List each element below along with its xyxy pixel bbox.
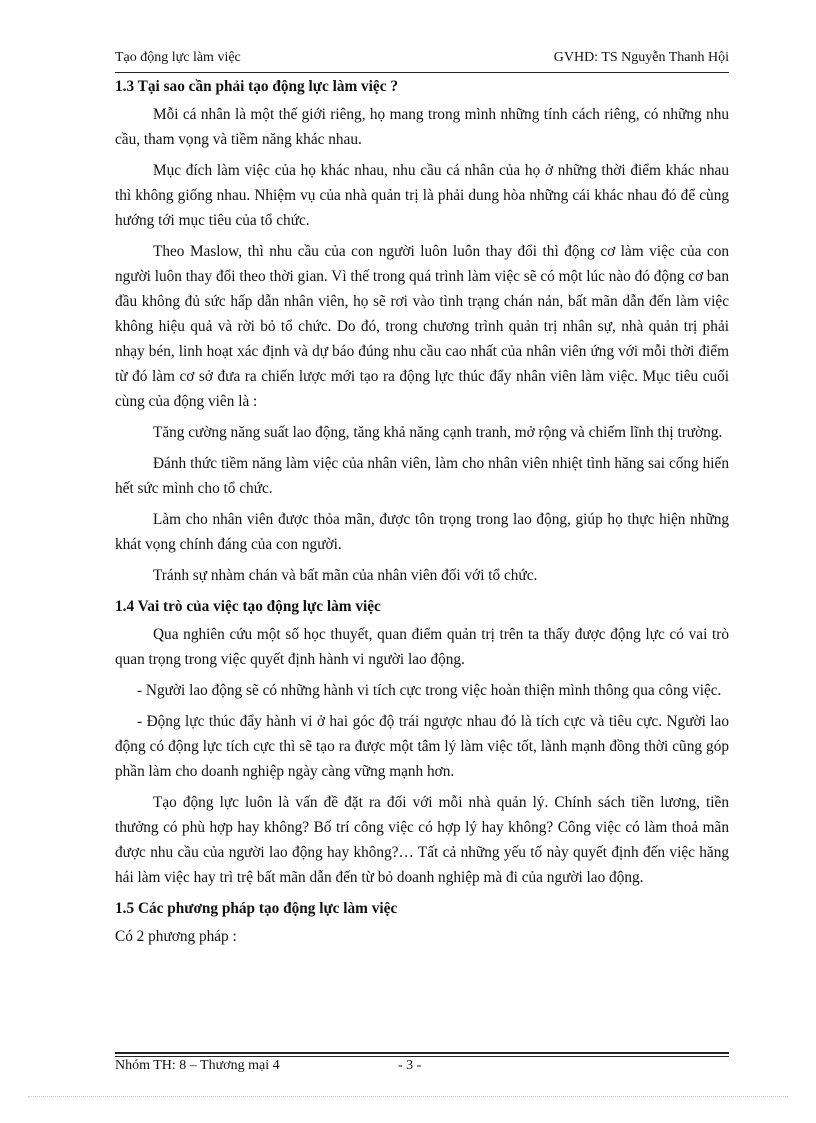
- dash-item: - Người lao động sẽ có những hành vi tích cực trong việc hoàn thiện mình thông qua công việc.: [137, 682, 722, 699]
- section-heading-1-4: 1.4 Vai trò của việc tạo động lực làm việc: [115, 598, 381, 615]
- footer-rule: [115, 1056, 729, 1057]
- paragraph: Theo Maslow, thì nhu cầu của con người luôn luôn thay đổi thì động cơ làm việc của con người luôn thay đổi theo thời gian. Vì thế trong quá trình làm việc sẽ có một lúc nào đó động cơ ban đầu không đủ sức hấp dẫn nhân viên, họ sẽ rơi vào tình trạng chán nản, bất mãn dẫn đến làm việc không hiệu quả và rời bỏ tổ chức. Do đó, trong chương trình quản trị nhân sự, nhà quản trị phải nhạy bén, linh hoạt xác định và dự báo đúng nhu cầu cao nhất của nhân viên ứng với mỗi thời điểm từ đó làm cơ sở đưa ra chiến lược mới tạo ra động lực thúc đẩy nhân viên làm việc. Mục tiêu cuối cùng của động viên là :: [115, 243, 729, 410]
- header-instructor: GVHD: TS Nguyễn Thanh Hội: [553, 50, 729, 65]
- section-heading-1-3: 1.3 Tại sao cần phải tạo động lực làm việc ?: [115, 78, 398, 95]
- paragraph: Tăng cường năng suất lao động, tăng khả năng cạnh tranh, mở rộng và chiếm lĩnh thị trường.: [153, 424, 723, 441]
- paragraph: Làm cho nhân viên được thỏa mãn, được tôn trọng trong lao động, giúp họ thực hiện những khát vọng chính đáng của con người.: [115, 511, 729, 553]
- footer-rule: [115, 1052, 729, 1054]
- paragraph: Có 2 phương pháp :: [115, 928, 237, 945]
- footer-group: Nhóm TH: 8 – Thương mại 4: [115, 1058, 280, 1073]
- paragraph: Qua nghiên cứu một số học thuyết, quan điểm quản trị trên ta thấy được động lực có vai trò quan trọng trong việc quyết định hành vi người lao động.: [115, 626, 729, 668]
- paragraph: Mục đích làm việc của họ khác nhau, nhu cầu cá nhân của họ ở những thời điểm khác nhau thì không giống nhau. Nhiệm vụ của nhà quản trị là phải dung hòa những cái khác nhau đó để cùng hướng tới mục tiêu của tổ chức.: [115, 162, 729, 229]
- page-boundary: [28, 1096, 788, 1097]
- header-rule: [115, 72, 729, 73]
- header-title: Tạo động lực làm việc: [115, 50, 241, 65]
- dash-item: - Động lực thúc đẩy hành vi ở hai góc độ trái ngược nhau đó là tích cực và tiêu cực. Người lao động có động lực tích cực thì sẽ tạo ra được một tâm lý làm việc tốt, lành mạnh đồng thời cũng góp phần làm cho doanh nghiệp ngày càng vững mạnh hơn.: [115, 713, 729, 780]
- page-number: - 3 -: [398, 1058, 422, 1073]
- paragraph: Mỗi cá nhân là một thế giới riêng, họ mang trong mình những tính cách riêng, có những nhu cầu, tham vọng và tiềm năng khác nhau.: [115, 106, 729, 148]
- paragraph: Đánh thức tiềm năng làm việc của nhân viên, làm cho nhân viên nhiệt tình hăng sai cống hiến hết sức mình cho tổ chức.: [115, 455, 729, 497]
- page-body: [115, 74, 729, 955]
- section-heading-1-5: 1.5 Các phương pháp tạo động lực làm việc: [115, 900, 398, 917]
- paragraph: Tạo động lực luôn là vấn đề đặt ra đối với mỗi nhà quản lý. Chính sách tiền lương, tiền thưởng có phù hợp hay không? Bố trí công việc có hợp lý hay không? Công việc có làm thoả mãn được nhu cầu của người lao động hay không?… Tất cả những yếu tố này quyết định đến việc hăng hái làm việc hay trì trệ bất mãn dẫn đến từ bỏ doanh nghiệp mà đi của người lao động.: [115, 794, 729, 886]
- page-header: [115, 50, 729, 70]
- paragraph: Tránh sự nhàm chán và bất mãn của nhân viên đối với tổ chức.: [153, 567, 538, 584]
